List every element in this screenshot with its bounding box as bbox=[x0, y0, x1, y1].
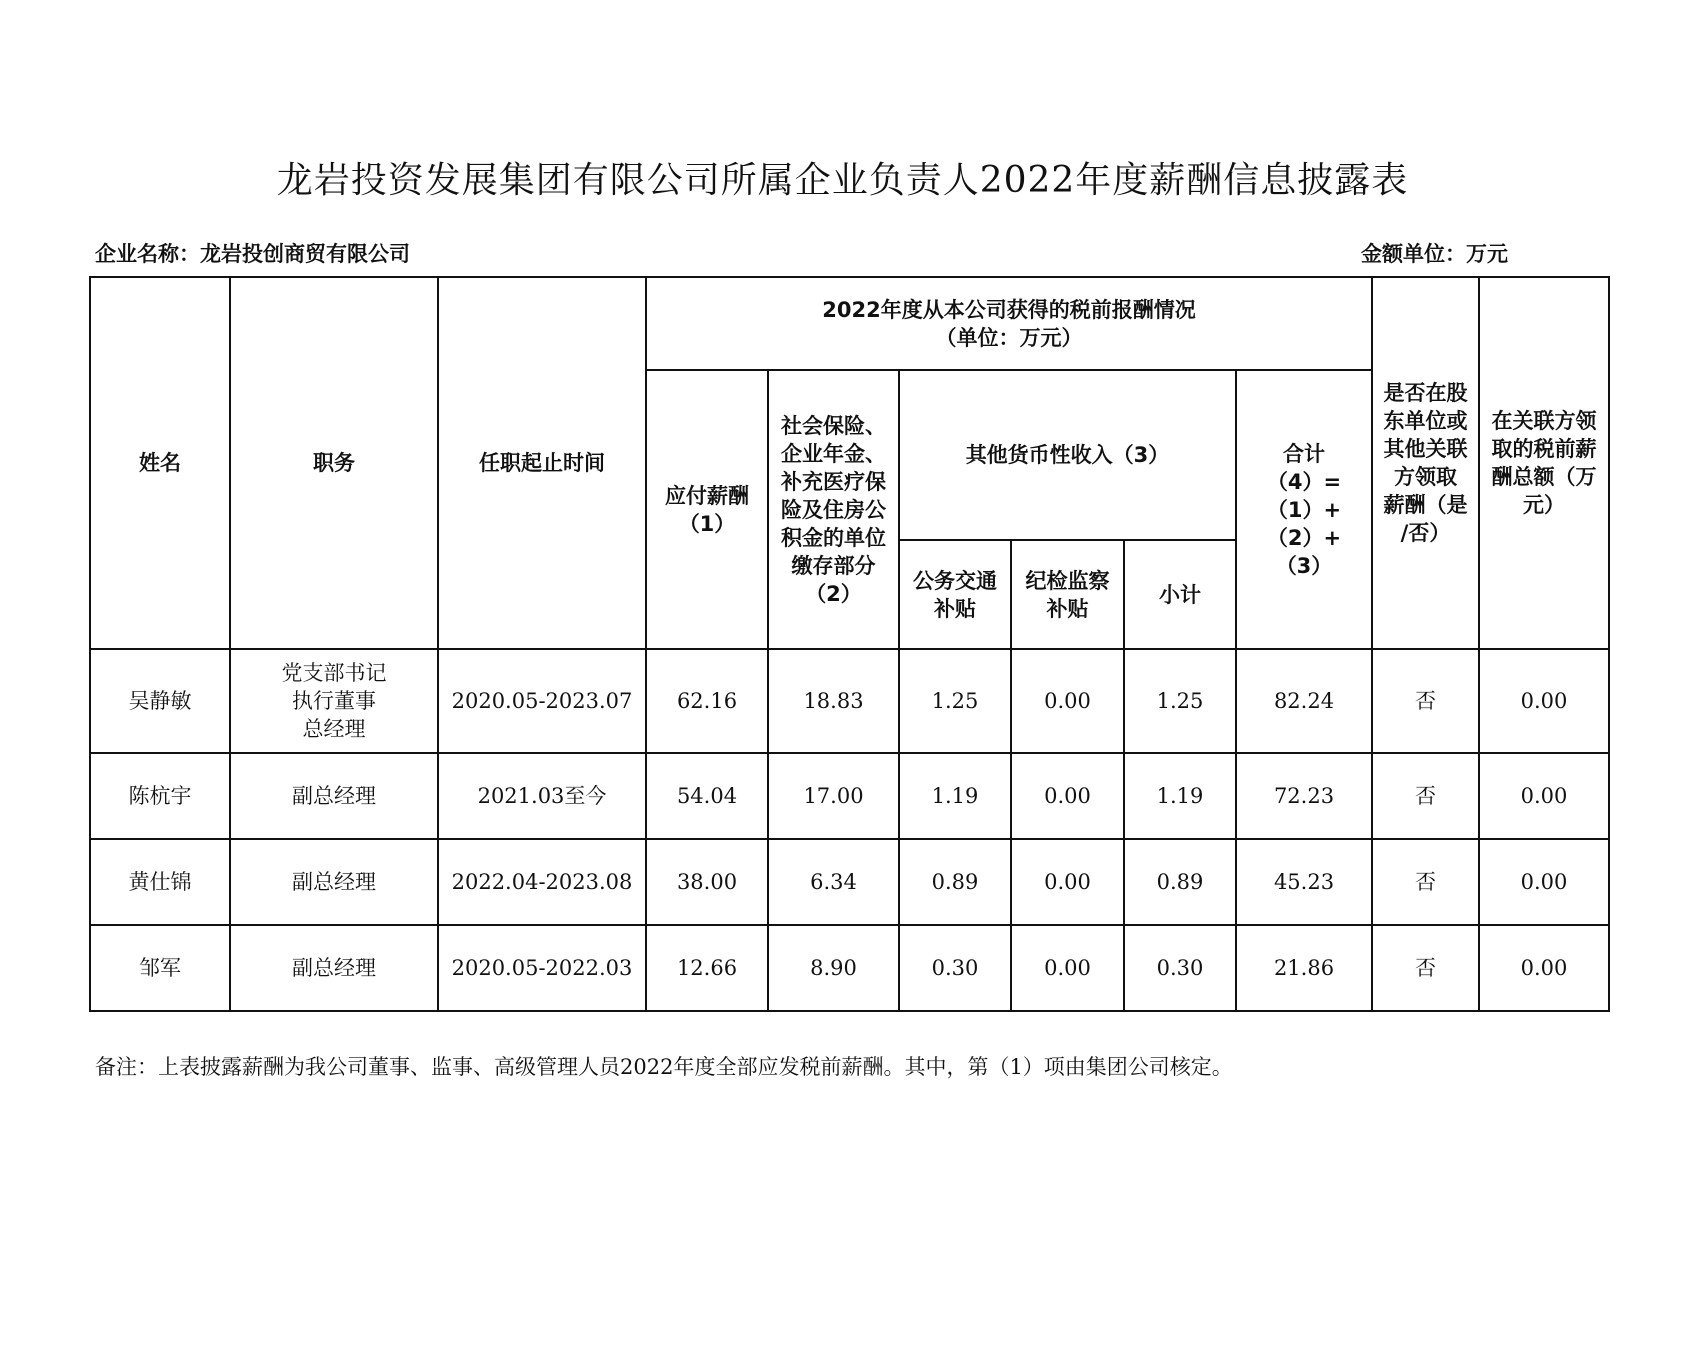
header-insurance-line: 险及住房公 bbox=[781, 497, 886, 522]
company-name-label: 企业名称：龙岩投创商贸有限公司 bbox=[95, 242, 410, 266]
header-total bbox=[1236, 370, 1372, 649]
cell-position-line: 副总经理 bbox=[292, 870, 376, 894]
header-row-1 bbox=[90, 277, 1609, 370]
page-title: 龙岩投资发展集团有限公司所属企业负责人2022年度薪酬信息披露表 bbox=[276, 160, 1409, 201]
header-total-line: （4）= bbox=[1266, 469, 1342, 494]
cell-total: 82.24 bbox=[1236, 649, 1372, 753]
cell-name: 吴静敏 bbox=[90, 649, 230, 753]
cell-transport: 1.25 bbox=[899, 649, 1011, 753]
cell-shareholder: 否 bbox=[1372, 839, 1479, 925]
cell-insurance: 8.90 bbox=[768, 925, 899, 1011]
amount-unit-label: 金额单位：万元 bbox=[1361, 242, 1508, 266]
header-related-total-line: 元） bbox=[1523, 493, 1566, 517]
header-insurance-line: （2） bbox=[805, 581, 862, 606]
cell-position-line: 副总经理 bbox=[292, 784, 376, 808]
cell-tenure: 2022.04-2023.08 bbox=[438, 839, 646, 925]
header-insurance bbox=[768, 370, 899, 649]
header-other-income: 其他货币性收入（3） bbox=[899, 370, 1236, 540]
cell-total: 45.23 bbox=[1236, 839, 1372, 925]
cell-position-line: 总经理 bbox=[302, 717, 366, 741]
header-discipline-line: 纪检监察 bbox=[1025, 568, 1110, 593]
header-insurance-line: 补充医疗保 bbox=[781, 469, 886, 494]
cell-transport: 0.89 bbox=[899, 839, 1011, 925]
header-salary-line1: 应付薪酬 bbox=[665, 483, 749, 508]
cell-salary: 54.04 bbox=[646, 753, 768, 839]
table-body bbox=[90, 649, 1609, 1011]
header-shareholder bbox=[1372, 277, 1479, 649]
cell-related: 0.00 bbox=[1479, 839, 1609, 925]
cell-tenure: 2021.03至今 bbox=[438, 753, 646, 839]
header-position: 职务 bbox=[230, 277, 438, 649]
header-pretax-group-line1: 2022年度从本公司获得的税前报酬情况 bbox=[822, 297, 1196, 322]
cell-subtotal: 0.30 bbox=[1124, 925, 1236, 1011]
header-transport-line: 补贴 bbox=[934, 596, 976, 621]
cell-related: 0.00 bbox=[1479, 925, 1609, 1011]
compensation-table bbox=[89, 276, 1610, 1012]
cell-position bbox=[230, 753, 438, 839]
cell-salary: 12.66 bbox=[646, 925, 768, 1011]
header-total-line: （1）+ bbox=[1266, 497, 1342, 522]
cell-subtotal: 1.19 bbox=[1124, 753, 1236, 839]
header-shareholder-line: 其他关联 bbox=[1383, 437, 1468, 461]
header-shareholder-line: 薪酬（是 bbox=[1383, 493, 1468, 517]
cell-position-line: 党支部书记 bbox=[281, 661, 387, 685]
header-total-line: （3） bbox=[1275, 553, 1333, 578]
header-total-line: （2）+ bbox=[1266, 525, 1342, 550]
header-related-total-line: 酬总额（万 bbox=[1491, 465, 1597, 489]
header-insurance-line: 企业年金、 bbox=[781, 441, 886, 466]
cell-insurance: 17.00 bbox=[768, 753, 899, 839]
header-related-total-line: 取的税前薪 bbox=[1491, 437, 1597, 461]
header-shareholder-line: 方领取 bbox=[1394, 465, 1458, 489]
header-insurance-line: 社会保险、 bbox=[781, 413, 886, 438]
header-shareholder-line: /否） bbox=[1400, 521, 1451, 545]
cell-insurance: 18.83 bbox=[768, 649, 899, 753]
cell-position-line: 执行董事 bbox=[292, 689, 376, 713]
header-insurance-line: 积金的单位 bbox=[781, 525, 886, 550]
cell-name: 邹军 bbox=[90, 925, 230, 1011]
cell-shareholder: 否 bbox=[1372, 753, 1479, 839]
meta-row bbox=[95, 238, 1508, 268]
footnote: 备注：上表披露薪酬为我公司董事、监事、高级管理人员2022年度全部应发税前薪酬。其中，第（1）项由集团公司核定。 bbox=[95, 1055, 1233, 1079]
cell-insurance: 6.34 bbox=[768, 839, 899, 925]
cell-subtotal: 1.25 bbox=[1124, 649, 1236, 753]
cell-position bbox=[230, 649, 438, 753]
cell-related: 0.00 bbox=[1479, 753, 1609, 839]
header-total-line: 合计 bbox=[1283, 441, 1325, 466]
cell-transport: 1.19 bbox=[899, 753, 1011, 839]
header-discipline-line: 补贴 bbox=[1046, 596, 1089, 621]
cell-tenure: 2020.05-2023.07 bbox=[438, 649, 646, 753]
cell-shareholder: 否 bbox=[1372, 925, 1479, 1011]
cell-position bbox=[230, 839, 438, 925]
cell-name: 陈杭宇 bbox=[90, 753, 230, 839]
cell-salary: 62.16 bbox=[646, 649, 768, 753]
cell-position-line: 副总经理 bbox=[292, 956, 376, 980]
cell-discipline: 0.00 bbox=[1011, 839, 1124, 925]
header-insurance-line: 缴存部分 bbox=[791, 553, 876, 578]
header-related-total bbox=[1479, 277, 1609, 649]
header-discipline bbox=[1011, 540, 1124, 649]
header-shareholder-line: 是否在股 bbox=[1383, 381, 1468, 405]
cell-subtotal: 0.89 bbox=[1124, 839, 1236, 925]
table-row bbox=[90, 925, 1609, 1011]
header-name: 姓名 bbox=[90, 277, 230, 649]
cell-transport: 0.30 bbox=[899, 925, 1011, 1011]
header-pretax-group-line2: （单位：万元） bbox=[935, 325, 1083, 350]
header-transport bbox=[899, 540, 1011, 649]
table-row bbox=[90, 839, 1609, 925]
cell-tenure: 2020.05-2022.03 bbox=[438, 925, 646, 1011]
header-shareholder-line: 东单位或 bbox=[1383, 409, 1468, 433]
header-transport-line: 公务交通 bbox=[913, 568, 997, 593]
cell-discipline: 0.00 bbox=[1011, 925, 1124, 1011]
header-salary bbox=[646, 370, 768, 649]
header-subtotal: 小计 bbox=[1124, 540, 1236, 649]
cell-total: 21.86 bbox=[1236, 925, 1372, 1011]
cell-total: 72.23 bbox=[1236, 753, 1372, 839]
cell-position bbox=[230, 925, 438, 1011]
cell-name: 黄仕锦 bbox=[90, 839, 230, 925]
header-salary-line2: （1） bbox=[678, 511, 736, 536]
cell-salary: 38.00 bbox=[646, 839, 768, 925]
cell-discipline: 0.00 bbox=[1011, 649, 1124, 753]
header-pretax-group bbox=[646, 277, 1372, 370]
cell-related: 0.00 bbox=[1479, 649, 1609, 753]
cell-discipline: 0.00 bbox=[1011, 753, 1124, 839]
header-tenure: 任职起止时间 bbox=[438, 277, 646, 649]
table-row bbox=[90, 753, 1609, 839]
header-related-total-line: 在关联方领 bbox=[1491, 409, 1597, 433]
table-row bbox=[90, 649, 1609, 753]
cell-shareholder: 否 bbox=[1372, 649, 1479, 753]
